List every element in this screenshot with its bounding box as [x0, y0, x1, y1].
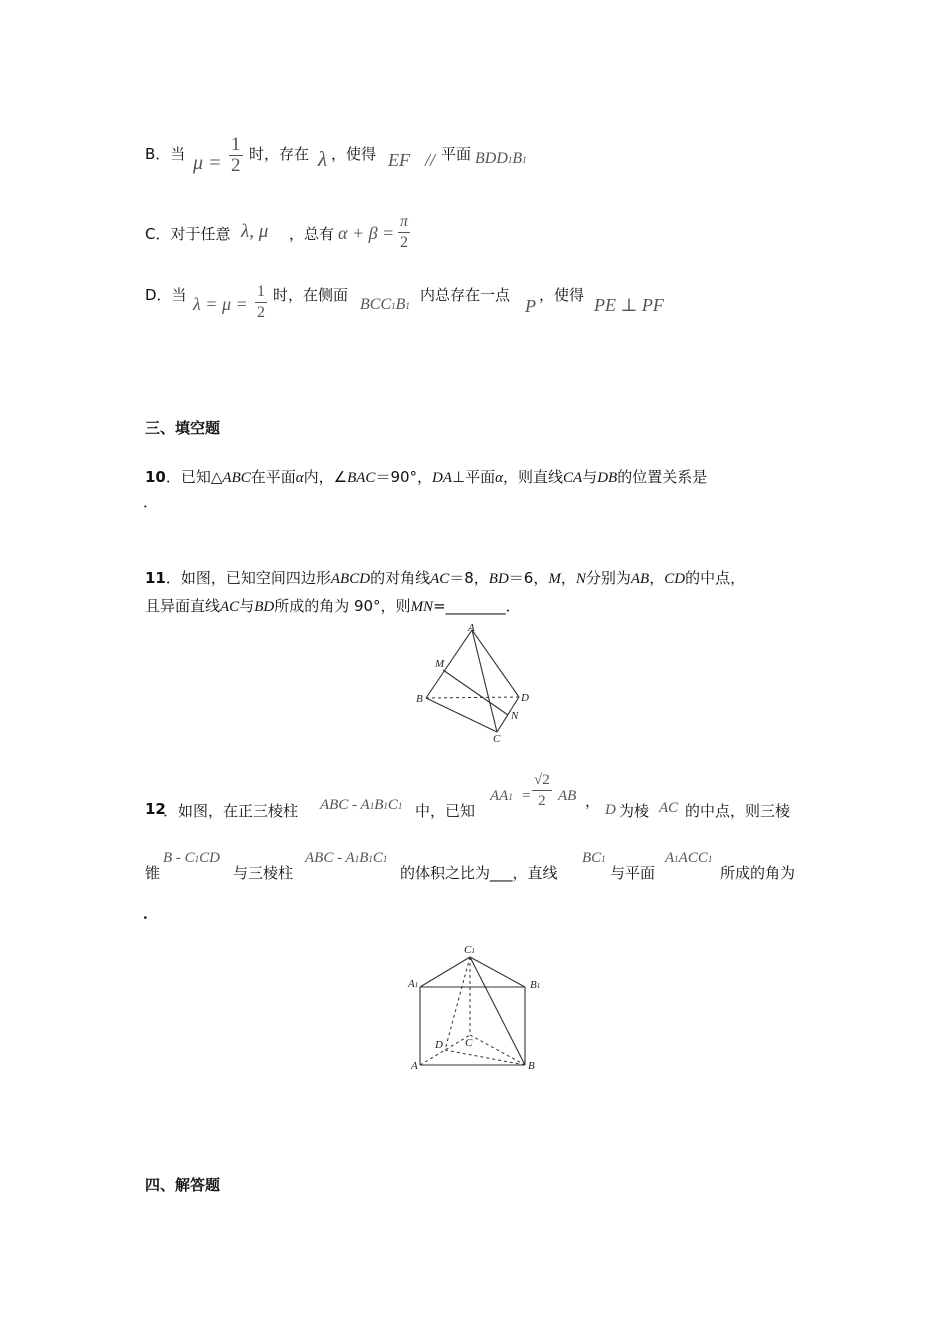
option-b-mu: μ =: [193, 152, 222, 174]
label-n: N: [511, 710, 519, 722]
option-c-fraction: [398, 212, 410, 253]
cone-part: CD: [199, 850, 221, 866]
option-b-plane-name: [475, 150, 527, 168]
label-letter: A: [408, 978, 415, 990]
q11-text: ．如图，已知空间四边形: [165, 569, 331, 587]
option-c-label: C．对于任意: [145, 225, 231, 243]
edge-ac: [472, 630, 497, 732]
prism-part: B: [374, 797, 384, 813]
option-b-parallel: //: [425, 150, 436, 170]
question-number: 10: [145, 468, 166, 486]
label-subscript: 1: [414, 981, 419, 989]
label-d: D: [521, 692, 529, 704]
q11-text: ，: [649, 569, 665, 587]
question-12-line1: [145, 770, 825, 820]
option-d-text3: ，使得: [539, 286, 585, 304]
q12-text: ，: [585, 792, 601, 810]
q12-text: 与三棱柱: [233, 864, 294, 882]
q12-text: ．如图，在正三棱柱: [163, 802, 299, 820]
plane-part: ACC: [678, 850, 708, 866]
label-b: B: [528, 1060, 535, 1072]
option-d-text1: 时，在侧面: [273, 286, 349, 304]
q10-var: α: [495, 470, 503, 486]
question-11-line2: [145, 595, 521, 616]
q12-text: 所成的角为: [720, 864, 796, 882]
q12-d: D: [605, 802, 616, 818]
question-number: 11: [145, 569, 166, 587]
q12-prism2: [305, 850, 387, 867]
frac-num: √2: [532, 770, 552, 791]
subscript: 1: [397, 801, 403, 811]
label-subscript: 1: [536, 982, 541, 990]
q11-var: N: [575, 571, 586, 587]
face-part2: B: [395, 296, 406, 313]
section-heading-answer: 四、解答题: [145, 1176, 221, 1194]
question-12-line3: ．: [143, 904, 159, 922]
label-a: A: [468, 622, 475, 634]
q11-text: 分别为: [585, 569, 631, 587]
subscript: 1: [354, 854, 360, 864]
subscript: 1: [674, 854, 679, 864]
q11-text: =________．: [433, 597, 521, 615]
subscript: 1: [382, 854, 388, 864]
q10-var: CA: [563, 470, 583, 486]
cone-part: B - C: [163, 850, 195, 866]
label-m: M: [435, 658, 445, 670]
q11-var: ABCD: [330, 571, 371, 587]
subscript: 1: [707, 854, 713, 864]
question-10: [145, 466, 707, 487]
q10-text: 与: [582, 468, 598, 486]
frac-num: π: [398, 212, 410, 233]
label-c1: [464, 944, 475, 956]
option-d-expr: λ = μ =: [193, 294, 248, 314]
label-d: D: [435, 1039, 443, 1051]
q11-text: 与: [239, 597, 255, 615]
option-b-text1: 时，存在: [249, 145, 310, 163]
label-c: C: [493, 733, 501, 745]
subscript: 1: [507, 155, 513, 165]
frac-den: 2: [231, 155, 241, 176]
q12-text: 的中点，则三棱: [685, 802, 791, 820]
q12-cone: [163, 850, 220, 867]
label-a: A: [411, 1060, 418, 1072]
q12-text: 中，已知: [415, 802, 476, 820]
q11-text: 的对角线: [370, 569, 431, 587]
option-b-ef: EF: [388, 150, 410, 170]
q10-var: ABC: [222, 470, 251, 486]
edge-db-hidden: [445, 1050, 525, 1065]
q11-text: 所成的角为 90°，则: [274, 597, 411, 615]
label-subscript: 1: [471, 947, 475, 955]
option-d-text2: 内总存在一点: [420, 286, 511, 304]
q10-text: ⊥平面: [452, 468, 496, 486]
subscript: 1: [508, 792, 513, 802]
subscript: 1: [601, 854, 606, 864]
prism-part: ABC - A: [320, 797, 370, 813]
option-c-expr: α + β =: [338, 223, 395, 243]
q12-ac: AC: [659, 800, 679, 816]
face-part1: BCC: [360, 296, 392, 313]
q12-bc1: [582, 850, 606, 867]
q11-var: BD: [488, 571, 509, 587]
q11-var: MN: [410, 599, 434, 615]
option-b-text2: ，使得: [331, 145, 377, 163]
prism-part: C: [387, 797, 398, 813]
prism-part: C: [372, 850, 383, 866]
q10-var: DB: [597, 470, 618, 486]
plane-name-part1: BDD: [475, 150, 508, 167]
triangular-prism-figure: [400, 940, 560, 1080]
q10-text: ＝90°，: [375, 468, 433, 486]
aa-part: AA: [490, 788, 509, 804]
frac-den: 2: [538, 793, 546, 809]
segment-mn: [443, 670, 508, 715]
question-number: 12: [145, 800, 166, 818]
q11-var: M: [548, 571, 561, 587]
q11-text: ，: [560, 569, 576, 587]
q11-text: ＝6，: [508, 569, 549, 587]
q11-var: AC: [220, 599, 240, 615]
q11-text: ＝8，: [449, 569, 489, 587]
q11-var: AC: [430, 571, 450, 587]
label-b: B: [416, 693, 423, 705]
frac-den: 2: [257, 304, 265, 321]
edge-bd-hidden: [426, 697, 519, 698]
q12-fraction: [532, 770, 552, 811]
q10-text: ．已知△: [165, 468, 223, 486]
subscript: 1: [369, 801, 375, 811]
label-b1: [530, 979, 540, 991]
q10-var: BAC: [347, 470, 376, 486]
question-11-line1: [145, 567, 745, 588]
q10-var: DA: [432, 470, 453, 486]
question-12-line2: [145, 848, 825, 888]
label-letter: B: [530, 979, 537, 991]
edge-c1b: [470, 957, 525, 1065]
option-b-lambda: λ: [318, 147, 328, 171]
q12-ab: AB: [558, 788, 577, 804]
edge-ab: [426, 630, 472, 698]
q12-eq: =: [522, 788, 531, 804]
option-d-face: [360, 296, 410, 314]
label-a1: [407, 978, 418, 990]
edge-ad: [472, 630, 519, 697]
q12-prism: [320, 797, 402, 814]
plane-part: A: [665, 850, 675, 866]
prism-part: ABC - A: [305, 850, 355, 866]
q11-var: CD: [664, 571, 686, 587]
label-c: C: [465, 1037, 473, 1049]
plane-name-part2: B: [512, 150, 523, 167]
q12-text: 的体积之比为___，直线: [400, 864, 558, 882]
q10-text: 在平面: [250, 468, 296, 486]
q12-plane: [665, 850, 712, 867]
subscript: 1: [383, 801, 388, 811]
frac-num: 1: [255, 282, 267, 303]
q12-aa1: [490, 788, 513, 805]
option-d-point: P: [525, 296, 536, 316]
q10-var: α: [295, 470, 304, 486]
option-b-plane: 平面: [441, 145, 472, 163]
prism-part: B: [359, 850, 369, 866]
question-10-blank-line: ．: [143, 493, 159, 511]
q11-text: 且异面直线: [145, 597, 221, 615]
section-heading-fill-in: 三、填空题: [145, 419, 221, 437]
option-c-vars: λ, μ: [241, 221, 269, 242]
label-letter: C: [464, 944, 472, 956]
edge-a1c1: [420, 957, 470, 987]
subscript: 1: [194, 854, 200, 864]
subscript: 1: [522, 155, 527, 165]
q12-text: 锥: [145, 864, 161, 882]
q11-var: BD: [254, 599, 275, 615]
q12-text: 为棱: [619, 802, 650, 820]
subscript: 1: [391, 301, 396, 311]
option-d-label: D．当: [145, 286, 187, 304]
edge-bc: [426, 698, 497, 732]
subscript: 1: [405, 301, 410, 311]
option-b-label: B．当: [145, 145, 186, 163]
frac-den: 2: [400, 234, 408, 251]
option-d-fraction: [255, 282, 267, 323]
q11-var: AB: [630, 571, 650, 587]
bc-part: BC: [582, 850, 602, 866]
option-b-fraction: [229, 135, 243, 176]
subscript: 1: [368, 854, 373, 864]
q11-text: 的中点，: [685, 569, 746, 587]
option-c-text1: ，总有: [289, 225, 335, 243]
tetrahedron-figure: [405, 620, 545, 745]
option-d-relation: PE ⊥ PF: [594, 295, 664, 315]
q10-text: 的位置关系是: [617, 468, 708, 486]
q10-text: 内，∠: [303, 468, 348, 486]
q12-text: 与平面: [610, 864, 656, 882]
q10-text: ，则直线: [503, 468, 564, 486]
frac-num: 1: [231, 134, 241, 155]
